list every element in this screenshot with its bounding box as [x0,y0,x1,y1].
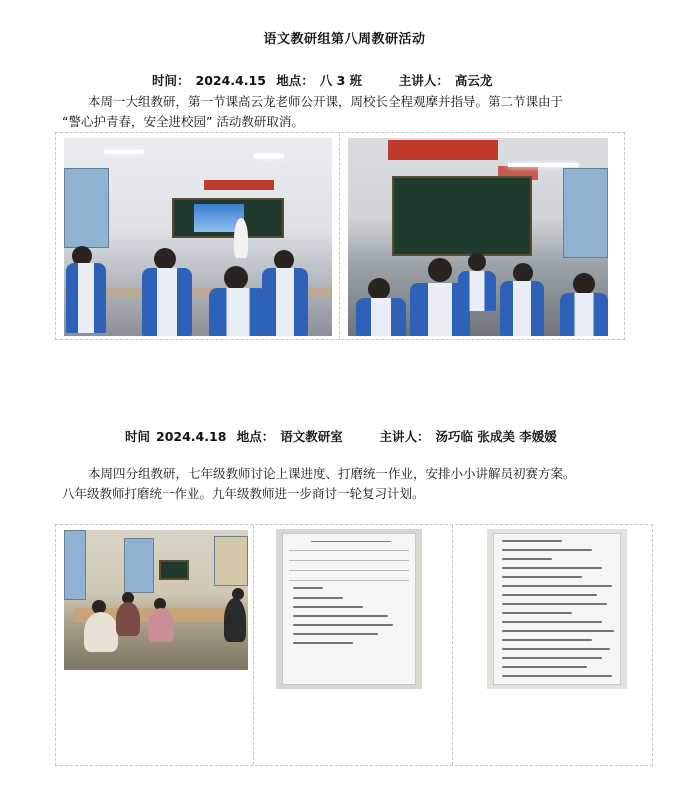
session1-meta [152,71,498,89]
session2-meta [125,427,563,445]
session1-paragraph-line2: “警心护青春，安全进校园” 活动教研取消。 [62,114,304,129]
photo-table-2 [55,524,653,766]
teachers-meeting-photo [64,530,248,670]
session1-paragraph-line1: 本周一大组教研，第一节课高云龙老师公开课，周校长全程观摩并指导。第二节课由于 [88,94,564,109]
photo-cell-5 [453,525,652,765]
session2-paragraph-line1: 本周四分组教研，七年级教师讨论上课进度、打磨统一作业，安排小小讲解员初赛方案。 [88,466,576,481]
session1-paragraph [62,92,642,132]
photo-cell-3 [56,525,254,765]
session1-place-label: 地点： [276,73,314,88]
photo-table-1 [55,132,625,340]
session2-place-label: 地点： [236,429,275,444]
session2-time-label: 时间 [125,429,151,444]
session2-time-value: 2024.4.18 [156,429,227,444]
photo-cell-1 [56,133,340,339]
session1-time-value: 2024.4.15 [195,73,266,88]
session2-paragraph [62,464,652,504]
page-title: 语文教研组第八周教研活动 [263,32,426,47]
photo-cell-4 [254,525,452,765]
session1-place-value: 八 3 班 [319,73,363,88]
session2-speaker-value: 汤巧临 张成美 李媛媛 [435,429,557,444]
session2-paragraph-line2: 八年级教师打磨统一作业。九年级教师进一步商讨一轮复习计划。 [62,486,425,501]
session2-speaker-label: 主讲人： [379,429,430,444]
session1-time-label: 时间： [152,73,190,88]
session1-speaker-value: 高云龙 [454,73,493,88]
classroom-students-photo [348,138,608,336]
session1-speaker-label: 主讲人： [398,73,449,88]
photo-cell-2 [340,133,624,339]
classroom-lecture-photo [64,138,332,336]
session2-place-value: 语文教研室 [280,429,343,444]
meeting-notes-photo [487,529,627,689]
meeting-record-sheet-photo [276,529,422,689]
